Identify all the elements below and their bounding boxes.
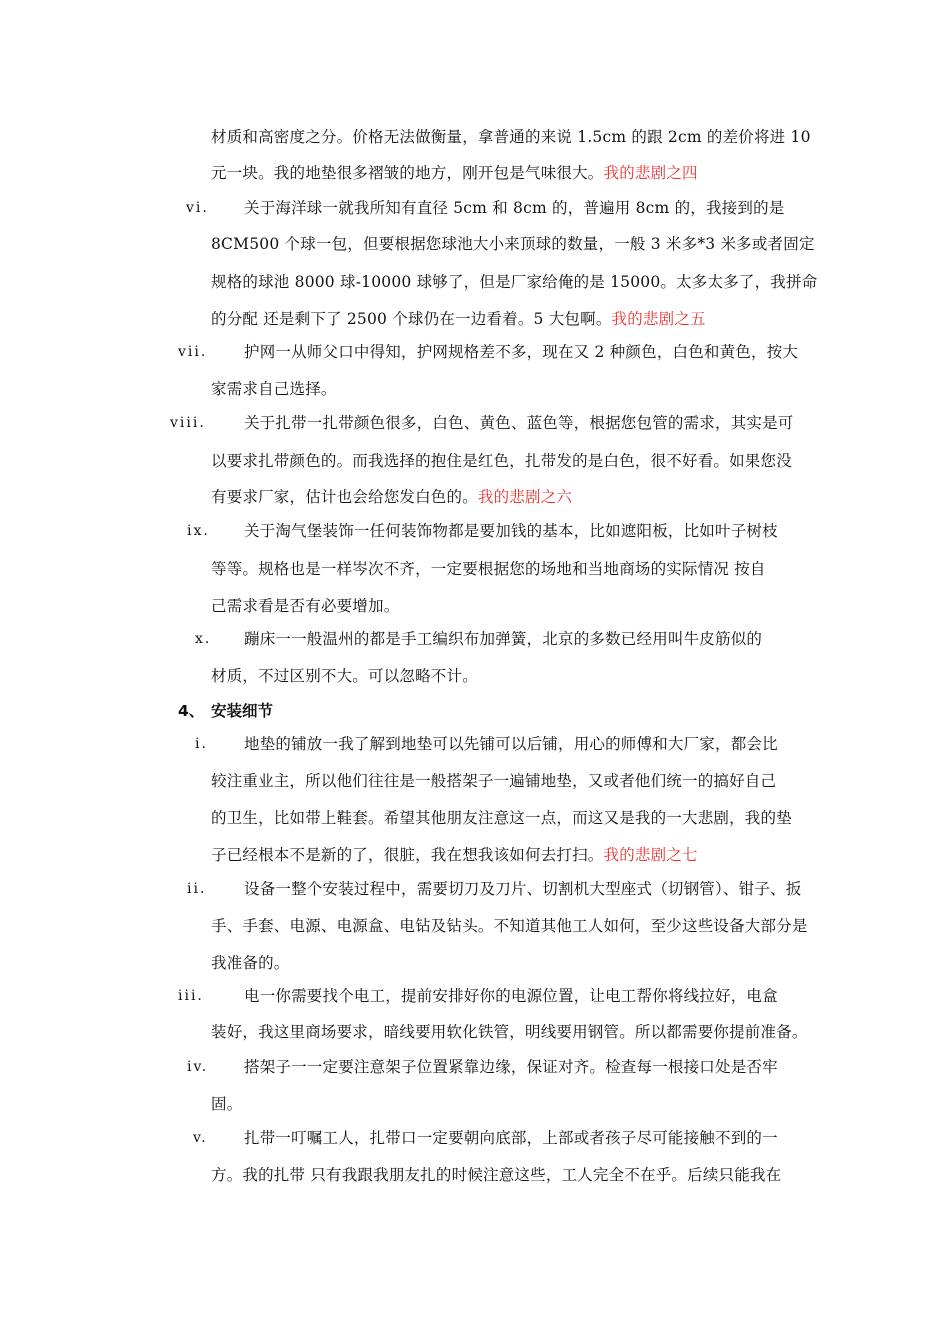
text-line: 固。 <box>211 1095 243 1113</box>
list-marker: i. <box>195 736 208 752</box>
text-line: 子已经根本不是新的了，很脏，我在想我该如何去打扫。我的悲剧之七 <box>211 846 698 864</box>
list-marker: vi. <box>186 200 209 216</box>
tragedy-note: 我的悲剧之六 <box>477 488 573 506</box>
text-line: 地垫的铺放一我了解到地垫可以先铺可以后铺，用心的师傅和大厂家，都会比 <box>244 735 778 753</box>
text-line: 设备一整个安装过程中，需要切刀及刀片、切割机大型座式（切钢管）、钳子、扳 <box>244 880 802 898</box>
text-line: 材质和高密度之分。价格无法做衡量，拿普通的来说 1.5cm 的跟 2cm 的差价将进 10 <box>211 128 811 146</box>
text-line: 的分配 还是剩下了 2500 个球仍在一边看着。5 大包啊。我的悲剧之五 <box>211 310 706 328</box>
text-line: 较注重业主，所以他们往往是一般搭架子一遍铺地垫，又或者他们统一的搞好自己 <box>211 772 777 790</box>
text-line: 我准备的。 <box>211 954 290 972</box>
text-line: 8CM500 个球一包，但要根据您球池大小来顶球的数量，一般 3 米多*3 米多或者固定 <box>211 235 815 253</box>
list-marker: iv. <box>187 1059 209 1075</box>
text-line: 有要求厂家，估计也会给您发白色的。我的悲剧之六 <box>211 488 573 506</box>
text-line: 关于海洋球一就我所知有直径 5cm 和 8cm 的，普遍用 8cm 的，我接到的是 <box>244 199 785 217</box>
text-line: 元一块。我的地垫很多褶皱的地方，刚开包是气味很大。我的悲剧之四 <box>211 164 698 182</box>
section-number: 4、 <box>178 702 205 720</box>
list-marker: vii. <box>178 344 208 360</box>
tragedy-note: 我的悲剧之五 <box>611 310 706 328</box>
text-line: 等等。规格也是一样岑次不齐，一定要根据您的场地和当地商场的实际情况 按自 <box>211 560 766 578</box>
text-line: 己需求看是否有必要增加。 <box>211 597 400 615</box>
text-line: 方。我的扎带 只有我跟我朋友扎的时候注意这些，工人完全不在乎。后续只能我在 <box>211 1166 782 1184</box>
text-line: 规格的球池 8000 球-10000 球够了，但是厂家给俺的是 15000。太多太多了，我拼命 <box>211 273 818 291</box>
tragedy-note: 我的悲剧之七 <box>603 846 698 864</box>
text-line: 蹦床一一般温州的都是手工编织布加弹簧，北京的多数已经用叫牛皮筋似的 <box>244 630 763 648</box>
list-marker: ii. <box>187 881 207 897</box>
text-line: 扎带一叮嘱工人，扎带口一定要朝向底部，上部或者孩子尽可能接触不到的一 <box>244 1129 778 1147</box>
text-line: 装好，我这里商场要求，暗线要用软化铁管，明线要用钢管。所以都需要你提前准备。 <box>211 1023 808 1041</box>
list-marker: iii. <box>178 988 204 1004</box>
text-line: 手、手套、电源、电源盒、电钻及钻头。不知道其他工人如何，至少这些设备大部分是 <box>211 917 808 935</box>
section-heading <box>178 701 273 721</box>
list-marker: ix. <box>187 523 210 539</box>
tragedy-note: 我的悲剧之四 <box>603 164 698 182</box>
text-line: 关于淘气堡装饰一任何装饰物都是要加钱的基本，比如遮阳板，比如叶子树枝 <box>244 522 778 540</box>
text-line: 材质，不过区别不大。可以忽略不计。 <box>211 667 478 685</box>
text-line: 关于扎带一扎带颜色很多，白色、黄色、蓝色等，根据您包管的需求，其实是可 <box>244 414 794 432</box>
text-line: 搭架子一一定要注意架子位置紧靠边缘，保证对齐。检查每一根接口处是否牢 <box>244 1058 778 1076</box>
text-line: 以要求扎带颜色的。而我选择的抱住是红色，扎带发的是白色，很不好看。如果您没 <box>211 452 792 470</box>
section-title: 安装细节 <box>211 702 274 720</box>
text-line: 电一你需要找个电工，提前安排好你的电源位置，让电工帮你将线拉好，电盒 <box>244 987 778 1005</box>
text-line: 的卫生，比如带上鞋套。希望其他朋友注意这一点，而这又是我的一大悲剧，我的垫 <box>211 809 792 827</box>
text-line: 护网一从师父口中得知，护网规格差不多，现在又 2 种颜色，白色和黄色，按大 <box>244 343 799 361</box>
list-marker: v. <box>193 1130 208 1146</box>
text-line: 家需求自己选择。 <box>211 380 337 398</box>
list-marker: x. <box>195 631 212 647</box>
list-marker: viii. <box>170 415 206 431</box>
